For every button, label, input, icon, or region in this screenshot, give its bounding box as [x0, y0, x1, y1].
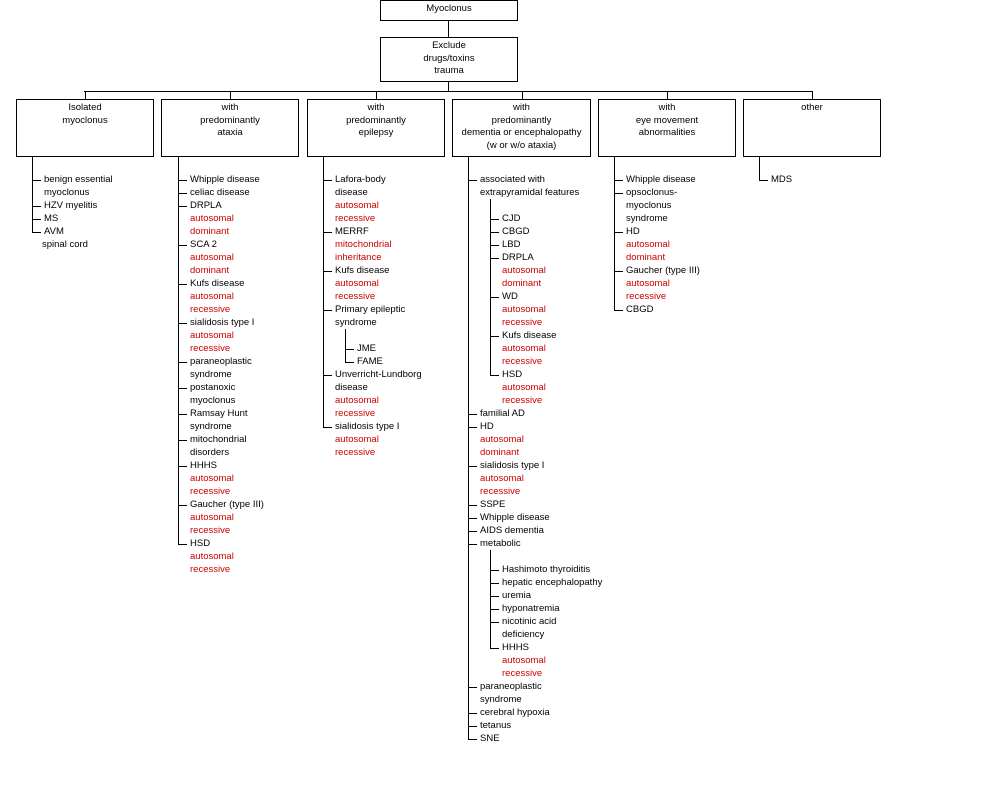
- connector: [468, 518, 477, 519]
- connector: [178, 284, 187, 285]
- list-item: [502, 602, 560, 615]
- list-item: [502, 641, 546, 680]
- item-text: Kufs disease: [190, 278, 245, 289]
- connector: [468, 687, 477, 688]
- list-item: [335, 173, 386, 225]
- connector: [490, 232, 499, 233]
- item-text: tetanus: [480, 720, 512, 731]
- list-item: [190, 186, 250, 199]
- list-item: [480, 706, 550, 719]
- item-text: CBGD: [502, 226, 530, 237]
- inheritance-note: recessive: [335, 291, 376, 302]
- inheritance-note: recessive: [190, 525, 231, 536]
- item-text: myoclonus: [190, 395, 236, 406]
- category-box-dementia: [452, 99, 591, 157]
- item-text: Kufs disease: [502, 330, 557, 341]
- item-text: WD: [502, 291, 518, 302]
- inheritance-note: recessive: [502, 356, 543, 367]
- list-item: [480, 719, 511, 732]
- root-label: Myoclonus: [426, 3, 472, 14]
- category-box-other: [743, 99, 881, 157]
- item-text: CBGD: [626, 304, 654, 315]
- inheritance-note: autosomal: [190, 512, 234, 523]
- connector: [178, 544, 187, 545]
- list-item: [480, 420, 524, 459]
- item-text: syndrome: [480, 694, 522, 705]
- list-item: [626, 173, 696, 186]
- item-text: deficiency: [502, 629, 545, 640]
- inheritance-note: dominant: [190, 226, 230, 237]
- list-item: [480, 680, 542, 706]
- connector: [490, 336, 499, 337]
- connector: [448, 21, 449, 37]
- item-text: hyponatremia: [502, 603, 560, 614]
- connector: [490, 375, 499, 376]
- list-item: [502, 576, 602, 589]
- inheritance-note: recessive: [190, 343, 231, 354]
- connector: [614, 232, 623, 233]
- inheritance-note: autosomal: [335, 395, 379, 406]
- list-item: [480, 732, 500, 745]
- list-item: [502, 225, 529, 238]
- list-item: [626, 264, 700, 303]
- list-item: [480, 459, 544, 498]
- item-text: myoclonus: [626, 200, 672, 211]
- list-item: [502, 589, 531, 602]
- list-item: [190, 381, 235, 407]
- item-text: syndrome: [626, 213, 668, 224]
- list-item: [335, 420, 399, 459]
- list-item: [502, 368, 546, 407]
- item-text: Whipple disease: [480, 512, 550, 523]
- inheritance-note: dominant: [190, 265, 230, 276]
- inheritance-note: autosomal: [335, 434, 379, 445]
- inheritance-note: recessive: [190, 486, 231, 497]
- category-label-line: Isolated: [68, 102, 102, 113]
- item-text: postanoxic: [190, 382, 236, 393]
- inheritance-note: dominant: [626, 252, 666, 263]
- inheritance-note: autosomal: [502, 655, 546, 666]
- inheritance-note: recessive: [335, 447, 376, 458]
- item-text: mitochondrial: [190, 434, 247, 445]
- inheritance-note: autosomal: [480, 473, 524, 484]
- item-text: myoclonus: [44, 187, 90, 198]
- connector: [178, 362, 187, 363]
- connector: [323, 375, 332, 376]
- inheritance-note: recessive: [502, 668, 543, 679]
- list-item: [190, 238, 234, 277]
- connector: [490, 258, 499, 259]
- item-text: DRPLA: [502, 252, 534, 263]
- connector: [32, 219, 41, 220]
- connector: [468, 713, 477, 714]
- exclude-box: [380, 37, 518, 82]
- exclude-line: drugs/toxins: [423, 52, 475, 64]
- item-text: Gaucher (type III): [190, 499, 264, 510]
- connector: [32, 157, 33, 233]
- list-item: [190, 433, 247, 459]
- category-label-line: predominantly: [491, 114, 552, 126]
- list-item: [44, 225, 88, 251]
- connector: [667, 91, 668, 99]
- inheritance-note: autosomal: [480, 434, 524, 445]
- item-text: Gaucher (type III): [626, 265, 700, 276]
- connector: [490, 596, 499, 597]
- item-text: disease: [335, 382, 368, 393]
- item-text: Lafora-body: [335, 174, 386, 185]
- inheritance-note: dominant: [480, 447, 520, 458]
- list-item: [502, 329, 556, 368]
- connector: [323, 157, 324, 428]
- item-text: nicotinic acid: [502, 616, 557, 627]
- connector: [759, 157, 760, 181]
- connector: [468, 414, 477, 415]
- connector: [490, 648, 499, 649]
- item-text: Primary epileptic: [335, 304, 406, 315]
- inheritance-note: autosomal: [335, 200, 379, 211]
- list-item: [502, 212, 520, 225]
- category-label-line: with: [513, 102, 530, 113]
- inheritance-note: autosomal: [190, 551, 234, 562]
- list-item: [335, 368, 422, 420]
- item-text: SNE: [480, 733, 500, 744]
- list-item: [502, 290, 546, 329]
- exclude-line: Exclude: [432, 40, 466, 51]
- item-text: disease: [335, 187, 368, 198]
- list-item: [357, 342, 376, 355]
- list-item: [335, 264, 389, 303]
- connector: [490, 297, 499, 298]
- item-text: celiac disease: [190, 187, 250, 198]
- connector: [448, 82, 449, 91]
- connector: [468, 505, 477, 506]
- connector: [32, 180, 41, 181]
- item-text: sialidosis type I: [190, 317, 255, 328]
- category-label-line: eye movement: [635, 114, 699, 126]
- connector: [178, 466, 187, 467]
- connector: [32, 206, 41, 207]
- inheritance-note: recessive: [502, 317, 543, 328]
- list-item: [335, 303, 405, 329]
- item-text: SCA 2: [190, 239, 217, 250]
- connector: [490, 622, 499, 623]
- connector: [468, 180, 477, 181]
- item-text: AVM: [44, 226, 64, 237]
- inheritance-note: autosomal: [190, 252, 234, 263]
- list-item: [44, 212, 58, 225]
- category-label-line: epilepsy: [358, 127, 394, 138]
- inheritance-note: recessive: [190, 564, 231, 575]
- connector: [84, 91, 813, 92]
- item-text: SSPE: [480, 499, 506, 510]
- item-text: disorders: [190, 447, 230, 458]
- list-item: [480, 498, 505, 511]
- inheritance-note: autosomal: [502, 343, 546, 354]
- list-item: [190, 355, 252, 381]
- list-item: [190, 316, 254, 355]
- connector: [323, 271, 332, 272]
- inheritance-note: autosomal: [335, 278, 379, 289]
- connector: [468, 726, 477, 727]
- connector: [178, 193, 187, 194]
- category-label-line: (w or w/o ataxia): [486, 139, 557, 151]
- list-item: [44, 199, 97, 212]
- item-text: extrapyramidal features: [480, 187, 580, 198]
- connector: [614, 271, 623, 272]
- item-text: CJD: [502, 213, 521, 224]
- connector: [230, 91, 231, 99]
- connector: [468, 544, 477, 545]
- connector: [32, 232, 41, 233]
- item-text: spinal cord: [42, 239, 88, 250]
- inheritance-note: autosomal: [190, 213, 234, 224]
- category-label-line: other: [801, 102, 823, 113]
- item-text: HSD: [190, 538, 211, 549]
- connector: [178, 414, 187, 415]
- connector: [178, 505, 187, 506]
- item-text: paraneoplastic: [480, 681, 542, 692]
- connector: [323, 310, 332, 311]
- item-text: syndrome: [190, 369, 232, 380]
- connector: [178, 440, 187, 441]
- item-text: HHHS: [502, 642, 529, 653]
- inheritance-note: dominant: [502, 278, 542, 289]
- inheritance-note: recessive: [335, 408, 376, 419]
- connector: [178, 206, 187, 207]
- connector: [490, 550, 491, 649]
- list-item: [502, 251, 546, 290]
- connector: [759, 180, 768, 181]
- category-box-epilepsy: [307, 99, 445, 157]
- connector: [323, 232, 332, 233]
- inheritance-note: autosomal: [626, 239, 670, 250]
- item-text: FAME: [357, 356, 383, 367]
- connector: [85, 91, 86, 99]
- category-box-ataxia: [161, 99, 299, 157]
- connector: [614, 310, 623, 311]
- connector: [178, 157, 179, 545]
- connector: [468, 531, 477, 532]
- connector: [522, 91, 523, 99]
- list-item: [335, 225, 392, 264]
- item-text: HHHS: [190, 460, 217, 471]
- connector: [614, 157, 615, 311]
- connector: [345, 349, 354, 350]
- item-text: uremia: [502, 590, 532, 601]
- list-item: [502, 238, 520, 251]
- item-text: Whipple disease: [626, 174, 696, 185]
- list-item: [480, 407, 525, 420]
- connector: [345, 362, 354, 363]
- item-text: sialidosis type I: [335, 421, 400, 432]
- inheritance-note: inheritance: [335, 252, 382, 263]
- item-text: MERRF: [335, 226, 369, 237]
- item-text: Unverricht-Lundborg: [335, 369, 422, 380]
- item-text: HSD: [502, 369, 523, 380]
- item-text: AIDS dementia: [480, 525, 544, 536]
- connector: [178, 323, 187, 324]
- list-item: [771, 173, 792, 186]
- list-item: [626, 186, 677, 225]
- connector: [468, 466, 477, 467]
- item-text: LBD: [502, 239, 521, 250]
- inheritance-note: autosomal: [502, 265, 546, 276]
- inheritance-note: recessive: [626, 291, 667, 302]
- inheritance-note: autosomal: [190, 291, 234, 302]
- category-label-line: with: [658, 102, 676, 113]
- list-item: [480, 173, 579, 199]
- item-text: Kufs disease: [335, 265, 390, 276]
- item-text: JME: [357, 343, 376, 354]
- list-item: [190, 407, 248, 433]
- connector: [812, 91, 813, 99]
- connector: [468, 739, 477, 740]
- inheritance-note: recessive: [335, 213, 376, 224]
- connector: [468, 427, 477, 428]
- item-text: Ramsay Hunt: [190, 408, 248, 419]
- connector: [490, 583, 499, 584]
- connector: [490, 570, 499, 571]
- connector: [323, 180, 332, 181]
- list-item: [480, 511, 550, 524]
- list-item: [190, 459, 234, 498]
- inheritance-note: recessive: [480, 486, 521, 497]
- category-box-eye: [598, 99, 736, 157]
- inheritance-note: autosomal: [502, 304, 546, 315]
- inheritance-note: recessive: [502, 395, 543, 406]
- category-label-line: ataxia: [217, 127, 243, 138]
- item-text: HD: [480, 421, 494, 432]
- category-label-line: with: [221, 102, 239, 113]
- category-label-line: predominantly: [346, 114, 406, 126]
- item-text: HD: [626, 226, 640, 237]
- connector: [323, 427, 332, 428]
- item-text: familial AD: [480, 408, 525, 419]
- inheritance-note: autosomal: [190, 473, 234, 484]
- connector: [490, 219, 499, 220]
- inheritance-note: recessive: [190, 304, 231, 315]
- item-text: benign essential: [44, 174, 113, 185]
- item-text: syndrome: [335, 317, 377, 328]
- item-text: opsoclonus-: [626, 187, 678, 198]
- connector: [490, 245, 499, 246]
- list-item: [44, 173, 113, 199]
- item-text: cerebral hypoxia: [480, 707, 550, 718]
- connector: [178, 180, 187, 181]
- item-text: Hashimoto thyroiditis: [502, 564, 591, 575]
- item-text: MS: [44, 213, 59, 224]
- connector: [490, 199, 491, 376]
- connector: [468, 157, 469, 740]
- root-box: [380, 0, 518, 21]
- inheritance-note: mitochondrial: [335, 239, 392, 250]
- list-item: [190, 277, 244, 316]
- item-text: hepatic encephalopathy: [502, 577, 603, 588]
- inheritance-note: autosomal: [626, 278, 670, 289]
- item-text: metabolic: [480, 538, 521, 549]
- item-text: sialidosis type I: [480, 460, 545, 471]
- item-text: paraneoplastic: [190, 356, 252, 367]
- category-label-line: with: [367, 102, 385, 113]
- category-label-line: abnormalities: [638, 127, 696, 138]
- connector: [376, 91, 377, 99]
- connector: [178, 245, 187, 246]
- connector: [345, 329, 346, 363]
- item-text: syndrome: [190, 421, 232, 432]
- category-box-isolated: [16, 99, 154, 157]
- category-label-line: predominantly: [200, 114, 260, 126]
- inheritance-note: autosomal: [190, 330, 234, 341]
- list-item: [626, 303, 653, 316]
- exclude-line: trauma: [434, 65, 464, 76]
- item-text: DRPLA: [190, 200, 222, 211]
- list-item: [502, 563, 590, 576]
- item-text: HZV myelitis: [44, 200, 98, 211]
- item-text: associated with: [480, 174, 545, 185]
- connector: [178, 388, 187, 389]
- list-item: [480, 524, 544, 537]
- category-label-line: dementia or encephalopathy: [461, 127, 582, 138]
- inheritance-note: autosomal: [502, 382, 546, 393]
- item-text: Whipple disease: [190, 174, 260, 185]
- connector: [614, 180, 623, 181]
- item-text: MDS: [771, 174, 793, 185]
- list-item: [190, 173, 260, 186]
- list-item: [502, 615, 556, 641]
- connector: [490, 609, 499, 610]
- list-item: [190, 199, 234, 238]
- connector: [614, 193, 623, 194]
- list-item: [357, 355, 383, 368]
- category-label-line: myoclonus: [62, 114, 108, 126]
- list-item: [190, 537, 234, 576]
- list-item: [190, 498, 264, 537]
- list-item: [626, 225, 670, 264]
- list-item: [480, 537, 521, 550]
